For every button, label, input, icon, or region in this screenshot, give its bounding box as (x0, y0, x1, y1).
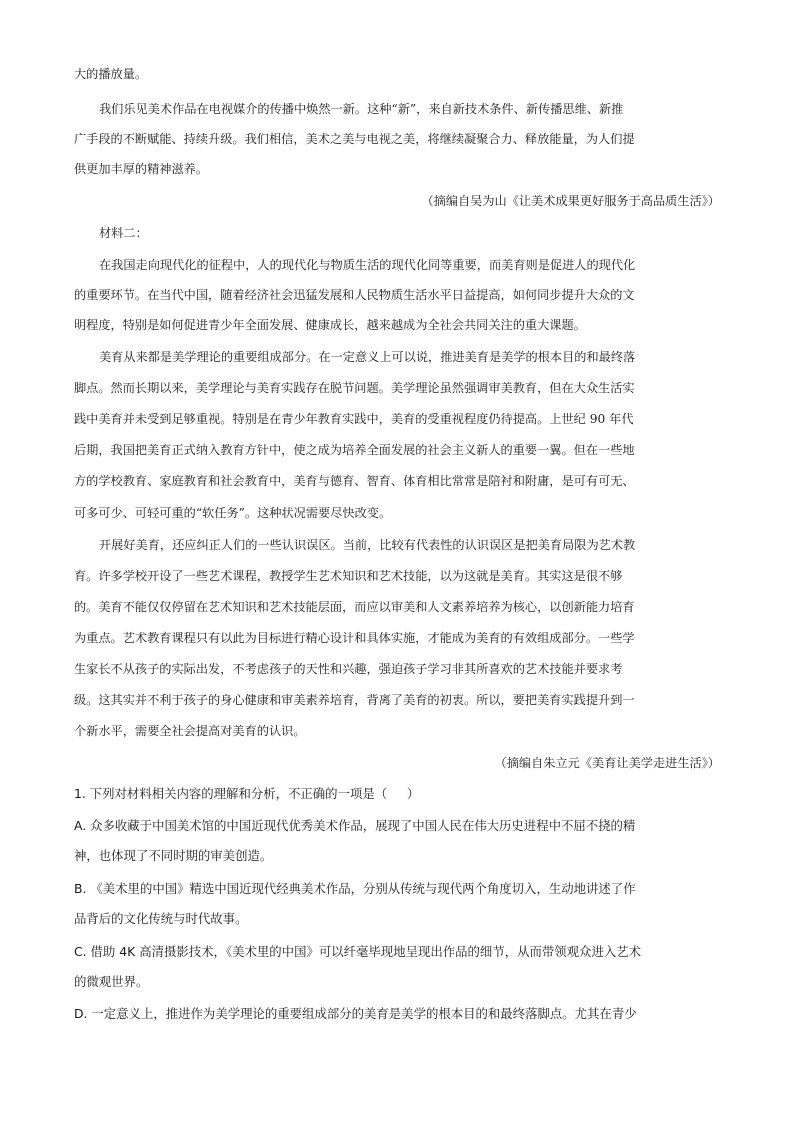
option-a-line: 神，也体现了不同时期的审美创造。 (74, 848, 273, 863)
text-line: 我们乐见美术作品在电视媒介的传播中焕然一新。这种“新”，来自新技术条件、新传播思维、新推 (99, 102, 624, 116)
source-citation: （摘编自吴为山《让美术成果更好服务于高品质生活》） (421, 194, 720, 208)
option-b-line: 品背后的文化传统与时代故事。 (74, 911, 248, 926)
section-label: 材料二： (99, 226, 148, 240)
text-line: 大的播放量。 (74, 67, 148, 81)
question-stem: 1. 下列对材料相关内容的理解和分析，不正确的一项是（ ） (74, 786, 420, 801)
option-a-line: A. 众多收藏于中国美术馆的中国近现代优秀美术作品，展现了中国人民在伟大历史进程中不屈不挠的精 (74, 818, 636, 833)
text-line: 开展好美育，还应纠正人们的一些认识误区。当前，比较有代表性的认识误区是把美育局限为艺术教 (99, 538, 636, 552)
text-line: 的重要环节。在当代中国，随着经济社会迅猛发展和人民物质生活水平日益提高，如何同步提升大众的文 (74, 288, 635, 302)
option-c-line: 的微观世界。 (74, 974, 149, 989)
text-line: 在我国走向现代化的征程中，人的现代化与物质生活的现代化同等重要，而美育则是促进人的现代化 (99, 258, 636, 272)
text-line: 后期，我国把美育正式纳入教育方针中，使之成为培养全面发展的社会主义新人的重要一翼。但在一些地 (74, 443, 635, 457)
option-d-line: D. 一定意义上，推进作为美学理论的重要组成部分的美育是美学的根本目的和最终落脚点。尤其在青少 (74, 1006, 637, 1021)
text-line: 可多可少、可轻可重的“软任务”。这种状况需要尽快改变。 (74, 506, 392, 520)
text-line: 供更加丰厚的精神滋养。 (74, 162, 209, 176)
text-line: 为重点。艺术教育课程只有以此为目标进行精心设计和具体实施，才能成为美育的有效组成部分。一些学 (74, 631, 635, 645)
text-line: 美育从来都是美学理论的重要组成部分。在一定意义上可以说，推进美育是美学的根本目的和最终落 (99, 350, 636, 364)
text-line: 级。这其实并不利于孩子的身心健康和审美素养培育，背离了美育的初衷。所以，要把美育实践提升到一 (74, 693, 635, 707)
text-line: 脚点。然而长期以来，美学理论与美育实践存在脱节问题。美学理论虽然强调审美教育，但在大众生活实 (74, 381, 635, 395)
text-line: 广手段的不断赋能、持续升级。我们相信，美术之美与电视之美，将继续凝聚合力、释放能量，为人们提 (74, 132, 635, 146)
text-line: 的。美育不能仅仅停留在艺术知识和艺术技能层面，而应以审美和人文素养培养为核心，以创新能力培育 (74, 600, 635, 614)
source-citation: （摘编自朱立元《美育让美学走进生活》） (494, 756, 720, 770)
option-c-line: C. 借助 4K 高清摄影技术，《美术里的中国》可以纤毫毕现地呈现出作品的细节，从而带领观众进入艺术 (74, 944, 642, 959)
text-line: 个新水平，需要全社会提高对美育的认识。 (74, 724, 306, 738)
text-line: 方的学校教育、家庭教育和社会教育中，美育与德育、智育、体育相比常常是陪衬和附庸，是可有可无、 (74, 474, 635, 488)
text-line: 生家长不从孩子的实际出发，不考虑孩子的天性和兴趣，强迫孩子学习非其所喜欢的艺术技能并要求考 (74, 662, 623, 676)
text-line: 明程度，特别是如何促进青少年全面发展、健康成长，越来越成为全社会共同关注的重大课题。 (74, 318, 586, 332)
text-line: 践中美育并未受到足够重视。特别是在青少年教育实践中，美育的受重视程度仍待提高。上世纪 90 年代 (74, 412, 634, 426)
text-line: 育。许多学校开设了一些艺术课程，教授学生艺术知识和艺术技能，以为这就是美育。其实这是很不够 (74, 569, 623, 583)
option-b-line: B. 《美术里的中国》精选中国近现代经典美术作品，分别从传统与现代两个角度切入，生动地讲述了作 (74, 881, 636, 896)
